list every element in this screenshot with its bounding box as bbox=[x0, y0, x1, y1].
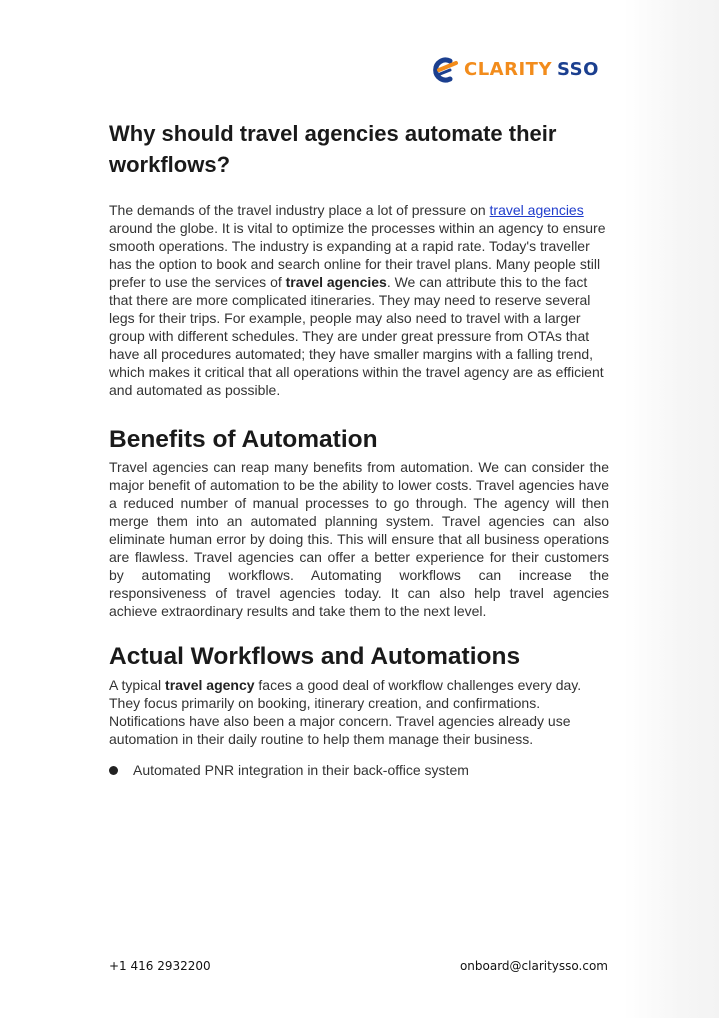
footer-email: onboard@claritysso.com bbox=[459, 959, 608, 973]
benefits-paragraph: Travel agencies can reap many benefits from automation. We can consider the major benefit of automation to be the ability to lower costs. Travel agencies have a reduced number of manual processes to go through. The agency will then merge them into an automated planning system. Travel agencies can also eliminate human error by doing this. This will ensure that all business operations are flawless. Travel agencies can offer a better experience for their customers by automating workflows. Automating workflows can increase the responsiveness of travel agencies today. It can also help travel agencies achieve extraordinary results and take them to the next level. bbox=[109, 459, 609, 619]
logo-word-sso: SSO bbox=[556, 59, 599, 80]
bullet-text: Automated PNR integration in their back-office system bbox=[133, 762, 469, 778]
intro-text-1: The demands of the travel industry place a lot of pressure on bbox=[109, 202, 490, 218]
logo-wordmark bbox=[464, 56, 599, 84]
workflows-text-1: A typical bbox=[109, 677, 166, 693]
footer-phone: +1 416 2932200 bbox=[109, 959, 211, 973]
intro-text-3: . We can attribute this to the fact that there are more complicated itineraries. They may need to reserve several legs for their trips. For example, people may also need to travel with a larger group with different schedules. They are under great pressure from OTAs that have all procedures automated; they have smaller margins with a falling trend, which makes it critical that all operations within the travel agency are as efficient and automated as possible. bbox=[109, 274, 604, 398]
travel-agencies-link[interactable]: travel agencies bbox=[489, 202, 584, 218]
clarity-sso-logo-mark-icon bbox=[430, 57, 460, 83]
intro-bold-travel-agencies: travel agencies bbox=[285, 274, 387, 290]
bullet-dot-icon bbox=[109, 766, 118, 775]
workflows-text-2: faces a good deal of workflow challenges every day. They focus primarily on booking, itinerary creation, and confirmations. Notifications have also been a major concern. Travel agencies already use automation in their daily routine to help them manage their business. bbox=[109, 677, 582, 747]
intro-text-2: around the globe. It is vital to optimize the processes within an agency to ensure smooth operations. The industry is expanding at a rapid rate. Today's traveller has the option to book and search online for their travel plans. Many people still prefer to use the services of bbox=[109, 220, 606, 290]
bullet-item bbox=[109, 761, 609, 779]
workflows-paragraph bbox=[109, 676, 609, 748]
workflows-heading: Actual Workflows and Automations bbox=[109, 643, 521, 670]
intro-paragraph bbox=[109, 201, 609, 399]
page-footer bbox=[109, 958, 608, 974]
clarity-sso-logo bbox=[430, 56, 599, 84]
article-title: Why should travel agencies automate their workflows? bbox=[109, 121, 557, 177]
workflows-bold-travel-agency: travel agency bbox=[165, 677, 255, 693]
workflow-bullet-list bbox=[109, 761, 609, 779]
logo-word-clarity: CLARITY bbox=[464, 59, 552, 80]
page-edge-shade bbox=[624, 0, 719, 1018]
article-body bbox=[109, 118, 609, 779]
benefits-heading: Benefits of Automation bbox=[109, 426, 378, 453]
